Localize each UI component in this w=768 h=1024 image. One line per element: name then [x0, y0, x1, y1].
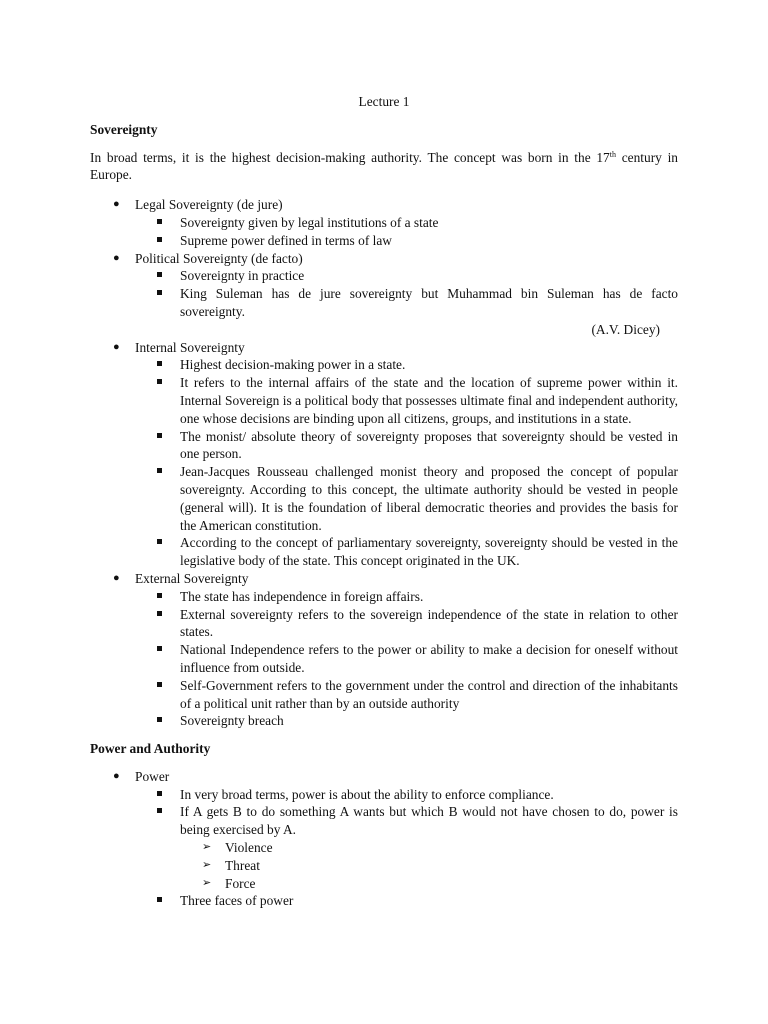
- list-item: ➢ Violence: [202, 840, 273, 856]
- lecture-title: Lecture 1: [358, 94, 410, 109]
- list-item: Sovereignty in practice: [135, 267, 678, 285]
- list-item: According to the concept of parliamentary sovereignty, sovereignty should be vested in the legislative body of the state. This concept originated in the UK.: [135, 534, 678, 570]
- square-bullet-icon: [157, 361, 162, 366]
- square-bullet-icon: [157, 791, 162, 796]
- list-item: King Suleman has de jure sovereignty but Muhammad bin Suleman has de facto sovereignty.: [135, 285, 678, 321]
- square-bullet-icon: [157, 897, 162, 902]
- external-sovereignty-points: [135, 588, 678, 730]
- list-item-external-sovereignty: ● External Sovereignty The state has independence in foreign affairs. External sovereignty refers to the sovereign independence of the state in relation to other states. National Independence refers to the power or ability to make a decision for oneself without influence from outside. Self-Government refers to the government under the control and direction of the inhabitants of a political unit rather than by an outside authority Sovereignty breach: [113, 570, 678, 729]
- bullet-icon: ●: [113, 340, 120, 353]
- internal-sovereignty-points: [135, 356, 678, 570]
- list-item: Supreme power defined in terms of law: [135, 232, 678, 250]
- square-bullet-icon: [157, 433, 162, 438]
- list-item: In very broad terms, power is about the ability to enforce compliance.: [135, 786, 678, 804]
- arrow-bullet-icon: ➢: [202, 876, 212, 889]
- list-item: ➢ Force: [202, 875, 256, 891]
- power-points: [135, 786, 678, 911]
- list-item: Jean-Jacques Rousseau challenged monist theory and proposed the concept of popular sovereignty. According to this concept, the ultimate authority should be vested in people (general will). It is the foundation of liberal democratic theories and provides the basis for the American constitution.: [135, 463, 678, 534]
- square-bullet-icon: [157, 290, 162, 295]
- list-item: The monist/ absolute theory of sovereignty proposes that sovereignty should be vested in one person.: [135, 428, 678, 464]
- power-forms-list: [180, 839, 678, 892]
- list-item: Sovereignty breach: [135, 712, 678, 730]
- sovereignty-heading: Sovereignty: [90, 121, 158, 137]
- power-authority-heading: Power and Authority: [90, 741, 211, 757]
- square-bullet-icon: [157, 539, 162, 544]
- square-bullet-icon: [157, 682, 162, 687]
- list-item: ➢ Threat: [202, 857, 260, 873]
- square-bullet-icon: [157, 646, 162, 651]
- bullet-icon: ●: [113, 198, 120, 211]
- square-bullet-icon: [157, 379, 162, 384]
- list-item-internal-sovereignty: ● Internal Sovereignty Highest decision-making power in a state. It refers to the internal affairs of the state and the location of supreme power within it. Internal Sovereign is a political body that possesses ultimate final and independent authority, one whose decisions are binding upon all citizens, groups, and institutions in a state. The monist/ absolute theory of sovereignty proposes that sovereignty should be vested in one person. Jean-Jacques Rousseau challenged monist theory and proposed the concept of popular sovereignty. According to this concept, the ultimate authority should be vested in people (general will). It is the foundation of liberal democratic theories and provides the basis for the American constitution. According to the concept of parliamentary sovereignty, sovereignty should be vested in the legislative body of the state. This concept originated in the UK.: [113, 339, 678, 569]
- square-bullet-icon: [157, 717, 162, 722]
- list-item: It refers to the internal affairs of the state and the location of supreme power within it. Internal Sovereign is a political body that possesses ultimate final and independent authority, one whose decisions are binding upon all citizens, groups, and institutions in a state.: [135, 374, 678, 427]
- list-item: National Independence refers to the power or ability to make a decision for oneself without influence from outside.: [135, 641, 678, 677]
- bullet-icon: ●: [113, 769, 120, 782]
- list-item: Sovereignty given by legal institutions of a state: [135, 214, 678, 232]
- square-bullet-icon: [157, 611, 162, 616]
- arrow-bullet-icon: ➢: [202, 841, 212, 854]
- square-bullet-icon: [157, 808, 162, 813]
- bullet-icon: ●: [113, 251, 120, 264]
- list-item-legal-sovereignty: ● Legal Sovereignty (de jure) Sovereignty given by legal institutions of a state Supreme power defined in terms of law: [90, 196, 678, 249]
- sovereignty-intro: In broad terms, it is the highest decision-making authority. The concept was born in the 17th century in Europe.: [90, 149, 679, 183]
- ordinal-superscript: th: [609, 149, 616, 159]
- list-item: Highest decision-making power in a state.: [135, 356, 678, 374]
- list-item: External sovereignty refers to the sovereign independence of the state in relation to other states.: [135, 606, 678, 642]
- list-item: If A gets B to do something A wants but which B would not have chosen to do, power is being exercised by A. ➢ Violence ➢ Threat ➢ Force: [135, 803, 678, 892]
- bullet-icon: ●: [113, 571, 120, 584]
- list-item: Three faces of power: [135, 892, 678, 910]
- legal-sovereignty-points: [135, 214, 678, 250]
- list-item: The state has independence in foreign affairs.: [135, 588, 678, 606]
- sovereignty-list: [90, 196, 678, 730]
- list-item-political-sovereignty: ● Political Sovereignty (de facto) Sovereignty in practice King Suleman has de jure sovereignty but Muhammad bin Suleman has de facto sovereignty. (A.V. Dicey): [113, 250, 678, 337]
- square-bullet-icon: [157, 219, 162, 224]
- square-bullet-icon: [157, 593, 162, 598]
- power-list: [90, 768, 678, 910]
- arrow-bullet-icon: ➢: [202, 858, 212, 871]
- citation-dicey: (A.V. Dicey): [591, 321, 660, 337]
- list-item: Self-Government refers to the government under the control and direction of the inhabitants of a political unit rather than by an outside authority: [135, 677, 678, 713]
- square-bullet-icon: [157, 468, 162, 473]
- list-item-power: ● Power In very broad terms, power is about the ability to enforce compliance. If A gets B to do something A wants but which B would not have chosen to do, power is being exercised by A. ➢ Violence ➢ Threat ➢ Force Three faces of power: [113, 768, 678, 909]
- square-bullet-icon: [157, 237, 162, 242]
- political-sovereignty-points: [135, 267, 678, 320]
- square-bullet-icon: [157, 272, 162, 277]
